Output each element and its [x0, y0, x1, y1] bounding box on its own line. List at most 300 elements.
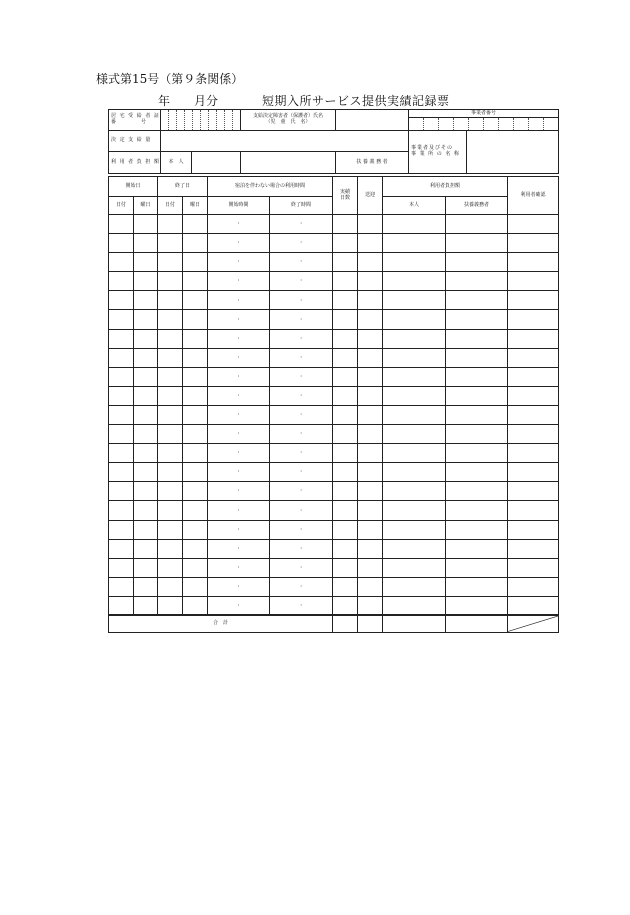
start-weekday-cell[interactable]	[134, 539, 158, 558]
end-weekday-cell[interactable]	[183, 310, 208, 329]
end-date-cell[interactable]	[158, 215, 183, 234]
end-day-header: 終了日	[158, 177, 208, 197]
end-weekday-cell[interactable]	[183, 215, 208, 234]
copay-self-cell[interactable]	[383, 348, 446, 367]
copay-dependent-cell[interactable]	[446, 386, 508, 405]
start-weekday-cell[interactable]	[134, 367, 158, 386]
time-separator: :	[300, 258, 302, 265]
table-row	[109, 234, 559, 253]
copay-dependent-cell[interactable]	[446, 310, 508, 329]
user-confirm-cell[interactable]	[508, 558, 559, 577]
start-time-cell[interactable]	[208, 329, 270, 348]
copay-self-cell[interactable]	[383, 539, 446, 558]
end-weekday-cell[interactable]	[183, 558, 208, 577]
copay-dependent-cell[interactable]	[446, 291, 508, 310]
recipient-cert-label: 居 宅 受 給 者 証 番 号	[109, 110, 161, 131]
start-weekday-cell[interactable]	[134, 234, 158, 253]
end-date-cell[interactable]	[158, 253, 183, 272]
actual-days-cell[interactable]	[333, 463, 358, 482]
table-row	[109, 367, 559, 386]
copay-self-cell[interactable]	[383, 386, 446, 405]
start-weekday-cell[interactable]	[134, 329, 158, 348]
end-time-cell[interactable]	[270, 367, 333, 386]
start-weekday-cell[interactable]	[134, 463, 158, 482]
start-date-cell[interactable]	[109, 596, 134, 615]
total-user-confirm-diagonal	[508, 615, 559, 632]
actual-days-cell[interactable]	[333, 215, 358, 234]
end-date-cell[interactable]	[158, 520, 183, 539]
start-weekday-cell[interactable]	[134, 348, 158, 367]
copay-dependent-cell[interactable]	[446, 329, 508, 348]
start-time-cell[interactable]	[208, 405, 270, 424]
user-confirm-cell[interactable]	[508, 329, 559, 348]
actual-days-cell[interactable]	[333, 539, 358, 558]
end-weekday-cell[interactable]	[183, 444, 208, 463]
end-date-cell[interactable]	[158, 425, 183, 444]
table-row	[109, 405, 559, 424]
end-date-cell[interactable]	[158, 501, 183, 520]
start-weekday-cell[interactable]	[134, 291, 158, 310]
copay-self-cell[interactable]	[383, 577, 446, 596]
actual-days-cell[interactable]	[333, 482, 358, 501]
user-confirm-cell[interactable]	[508, 291, 559, 310]
start-time-cell[interactable]	[208, 291, 270, 310]
time-separator: :	[237, 525, 240, 532]
end-date-cell[interactable]	[158, 596, 183, 615]
user-confirm-cell[interactable]	[508, 596, 559, 615]
table-row	[109, 425, 559, 444]
transport-cell[interactable]	[358, 596, 383, 615]
end-date-cell[interactable]	[158, 444, 183, 463]
copay-self-cell[interactable]	[383, 501, 446, 520]
copay-self-header: 本人	[383, 197, 446, 215]
copay-dependent-cell[interactable]	[446, 482, 508, 501]
start-weekday-cell[interactable]	[134, 444, 158, 463]
time-separator: :	[237, 601, 240, 608]
total-transport[interactable]	[358, 615, 383, 632]
start-date-cell[interactable]	[109, 253, 134, 272]
user-confirm-cell[interactable]	[508, 386, 559, 405]
table-row	[109, 501, 559, 520]
time-separator: :	[300, 430, 302, 437]
actual-days-cell[interactable]	[333, 425, 358, 444]
time-separator: :	[300, 563, 302, 570]
start-time-cell[interactable]	[208, 310, 270, 329]
copay-self-label: 本 人	[161, 152, 192, 173]
end-weekday-cell[interactable]	[183, 291, 208, 310]
time-separator: :	[300, 392, 302, 399]
user-confirm-cell[interactable]	[508, 444, 559, 463]
end-weekday-cell[interactable]	[183, 425, 208, 444]
start-time-cell[interactable]	[208, 348, 270, 367]
month-label: 月分	[194, 94, 219, 108]
start-weekday-cell[interactable]	[134, 253, 158, 272]
end-date-cell[interactable]	[158, 539, 183, 558]
start-weekday-cell[interactable]	[134, 596, 158, 615]
copay-self-cell	[161, 152, 241, 174]
user-confirm-cell[interactable]	[508, 577, 559, 596]
copay-self-cell[interactable]	[383, 482, 446, 501]
start-weekday-cell[interactable]	[134, 501, 158, 520]
end-date-cell[interactable]	[158, 348, 183, 367]
end-weekday-cell[interactable]	[183, 234, 208, 253]
start-time-cell[interactable]	[208, 367, 270, 386]
copay-dependent-cell[interactable]	[446, 272, 508, 291]
copay-self-cell[interactable]	[383, 291, 446, 310]
year-label: 年	[158, 94, 171, 108]
start-weekday-cell[interactable]	[134, 520, 158, 539]
end-time-cell[interactable]	[270, 348, 333, 367]
time-separator: :	[237, 296, 240, 303]
copay-self-cell[interactable]	[383, 272, 446, 291]
end-date-cell[interactable]	[158, 310, 183, 329]
provider-number-label: 事業者番号	[409, 110, 558, 118]
end-date-cell[interactable]	[158, 577, 183, 596]
time-separator: :	[237, 353, 240, 360]
end-time-cell[interactable]	[270, 425, 333, 444]
time-separator: :	[237, 372, 240, 379]
time-separator: :	[237, 392, 240, 399]
copay-self-cell[interactable]	[383, 463, 446, 482]
end-weekday-cell[interactable]	[183, 253, 208, 272]
time-separator: :	[237, 468, 240, 475]
user-confirm-cell[interactable]	[508, 215, 559, 234]
time-separator: :	[237, 582, 240, 589]
start-time-cell[interactable]	[208, 577, 270, 596]
copay-dependent-cell[interactable]	[446, 367, 508, 386]
start-time-cell[interactable]	[208, 482, 270, 501]
start-weekday-cell[interactable]	[134, 310, 158, 329]
actual-days-cell[interactable]	[333, 253, 358, 272]
user-confirm-cell[interactable]	[508, 539, 559, 558]
start-time-cell[interactable]	[208, 215, 270, 234]
end-time-cell[interactable]	[270, 291, 333, 310]
time-separator: :	[300, 334, 302, 341]
recipient-info-table	[108, 109, 559, 174]
start-date-cell[interactable]	[109, 405, 134, 424]
transport-cell[interactable]	[358, 386, 383, 405]
start-weekday-header: 曜日	[134, 197, 158, 215]
end-time-cell[interactable]	[270, 596, 333, 615]
copay-self-cell[interactable]	[383, 520, 446, 539]
end-time-cell[interactable]	[270, 253, 333, 272]
transport-cell[interactable]	[358, 348, 383, 367]
start-date-cell[interactable]	[109, 215, 134, 234]
transport-cell[interactable]	[358, 367, 383, 386]
start-date-cell[interactable]	[109, 367, 134, 386]
start-weekday-cell[interactable]	[134, 482, 158, 501]
start-date-cell[interactable]	[109, 539, 134, 558]
user-confirm-cell[interactable]	[508, 520, 559, 539]
time-separator: :	[300, 468, 302, 475]
end-time-cell[interactable]	[270, 558, 333, 577]
copay-dependent-cell[interactable]	[446, 558, 508, 577]
end-weekday-cell[interactable]	[183, 520, 208, 539]
start-time-cell[interactable]	[208, 234, 270, 253]
end-weekday-cell[interactable]	[183, 272, 208, 291]
actual-days-cell[interactable]	[333, 367, 358, 386]
end-date-cell[interactable]	[158, 291, 183, 310]
end-weekday-cell[interactable]	[183, 386, 208, 405]
user-confirm-cell[interactable]	[508, 234, 559, 253]
user-confirm-cell[interactable]	[508, 348, 559, 367]
transport-cell[interactable]	[358, 463, 383, 482]
time-separator: :	[300, 353, 302, 360]
actual-days-cell[interactable]	[333, 558, 358, 577]
start-time-cell[interactable]	[208, 425, 270, 444]
usage-time-header: 宿泊を伴わない場合の利用時間	[208, 177, 333, 197]
start-date-cell[interactable]	[109, 272, 134, 291]
provider-name-label: 事業者及びその 事 業 所 の 名 称	[409, 131, 467, 174]
decided-amount-label: 決 定 支 給 量	[109, 131, 161, 152]
end-date-cell[interactable]	[158, 329, 183, 348]
time-separator: :	[300, 582, 302, 589]
start-time-header: 開始時間	[208, 197, 270, 215]
actual-days-cell[interactable]	[333, 310, 358, 329]
end-time-cell[interactable]	[270, 577, 333, 596]
time-separator: :	[237, 334, 240, 341]
copay-dependent-cell[interactable]	[446, 234, 508, 253]
actual-days-cell[interactable]	[333, 291, 358, 310]
user-confirm-header: 利用者確認	[508, 177, 559, 215]
actual-days-cell[interactable]	[333, 577, 358, 596]
end-date-cell[interactable]	[158, 386, 183, 405]
start-date-cell[interactable]	[109, 577, 134, 596]
start-time-cell[interactable]	[208, 520, 270, 539]
start-date-cell[interactable]	[109, 234, 134, 253]
time-separator: :	[300, 506, 302, 513]
total-copay-dependent[interactable]	[446, 615, 508, 632]
end-time-cell[interactable]	[270, 463, 333, 482]
transport-cell[interactable]	[358, 501, 383, 520]
user-confirm-cell[interactable]	[508, 405, 559, 424]
copay-self-cell[interactable]	[383, 444, 446, 463]
copay-self-cell[interactable]	[383, 405, 446, 424]
start-date-cell[interactable]	[109, 386, 134, 405]
end-time-cell[interactable]	[270, 482, 333, 501]
end-date-cell[interactable]	[158, 482, 183, 501]
user-confirm-cell[interactable]	[508, 425, 559, 444]
end-time-cell[interactable]	[270, 234, 333, 253]
transport-cell[interactable]	[358, 215, 383, 234]
end-date-cell[interactable]	[158, 234, 183, 253]
transport-cell[interactable]	[358, 425, 383, 444]
time-separator: :	[300, 372, 302, 379]
actual-days-cell[interactable]	[333, 405, 358, 424]
copay-self-cell[interactable]	[383, 425, 446, 444]
start-weekday-cell[interactable]	[134, 577, 158, 596]
end-weekday-cell[interactable]	[183, 577, 208, 596]
time-separator: :	[237, 487, 240, 494]
copay-self-field[interactable]	[241, 152, 336, 174]
user-confirm-cell[interactable]	[508, 501, 559, 520]
time-separator: :	[300, 525, 302, 532]
start-time-cell[interactable]	[208, 463, 270, 482]
copay-self-cell[interactable]	[383, 310, 446, 329]
time-separator: :	[237, 277, 240, 284]
transport-cell[interactable]	[358, 272, 383, 291]
end-time-cell[interactable]	[270, 405, 333, 424]
start-time-cell[interactable]	[208, 539, 270, 558]
time-separator: :	[300, 296, 302, 303]
actual-days-cell[interactable]	[333, 520, 358, 539]
copay-dependent-cell[interactable]	[446, 539, 508, 558]
end-time-cell[interactable]	[270, 310, 333, 329]
transport-cell[interactable]	[358, 310, 383, 329]
actual-days-cell[interactable]	[333, 348, 358, 367]
time-separator: :	[300, 220, 302, 227]
user-confirm-cell[interactable]	[508, 310, 559, 329]
transport-cell[interactable]	[358, 329, 383, 348]
start-time-cell[interactable]	[208, 558, 270, 577]
start-time-cell[interactable]	[208, 272, 270, 291]
copay-self-cell[interactable]	[383, 558, 446, 577]
copay-dependent-cell[interactable]	[446, 405, 508, 424]
copay-self-cell[interactable]	[383, 596, 446, 615]
transport-cell[interactable]	[358, 444, 383, 463]
actual-days-cell[interactable]	[333, 444, 358, 463]
start-date-cell[interactable]	[109, 425, 134, 444]
copay-dependent-cell[interactable]	[446, 596, 508, 615]
table-row	[109, 253, 559, 272]
transport-cell[interactable]	[358, 291, 383, 310]
actual-days-cell[interactable]	[333, 596, 358, 615]
table-row	[109, 386, 559, 405]
actual-days-cell[interactable]	[333, 329, 358, 348]
end-time-cell[interactable]	[270, 215, 333, 234]
provider-name-field[interactable]	[467, 131, 559, 174]
start-weekday-cell[interactable]	[134, 558, 158, 577]
copay-self-cell[interactable]	[383, 329, 446, 348]
start-date-cell[interactable]	[109, 482, 134, 501]
provider-number-block[interactable]	[409, 110, 559, 131]
end-time-cell[interactable]	[270, 386, 333, 405]
copay-self-cell[interactable]	[383, 215, 446, 234]
end-time-cell[interactable]	[270, 501, 333, 520]
actual-days-cell[interactable]	[333, 234, 358, 253]
start-time-cell[interactable]	[208, 444, 270, 463]
guardian-name-field[interactable]	[336, 110, 409, 131]
end-weekday-cell[interactable]	[183, 482, 208, 501]
end-weekday-cell[interactable]	[183, 329, 208, 348]
guardian-name-label: 支給決定障害者（保護者）氏名 （児 童 氏 名）	[241, 110, 336, 131]
user-confirm-cell[interactable]	[508, 482, 559, 501]
end-weekday-cell[interactable]	[183, 405, 208, 424]
form-number: 様式第15号（第９条関係）	[96, 72, 244, 86]
start-weekday-cell[interactable]	[134, 425, 158, 444]
copay-dependent-cell[interactable]	[446, 463, 508, 482]
copay-dependent-cell[interactable]	[446, 215, 508, 234]
transport-cell[interactable]	[358, 577, 383, 596]
start-date-cell[interactable]	[109, 310, 134, 329]
copay-self-cell[interactable]	[383, 367, 446, 386]
end-date-cell[interactable]	[158, 272, 183, 291]
copay-dependent-cell[interactable]	[446, 520, 508, 539]
transport-cell[interactable]	[358, 482, 383, 501]
start-time-cell[interactable]	[208, 596, 270, 615]
transport-cell[interactable]	[358, 405, 383, 424]
copay-dependent-cell[interactable]	[446, 425, 508, 444]
start-date-cell[interactable]	[109, 329, 134, 348]
copay-dependent-cell[interactable]	[446, 253, 508, 272]
end-weekday-cell[interactable]	[183, 348, 208, 367]
end-time-cell[interactable]	[270, 444, 333, 463]
time-separator: :	[300, 239, 302, 246]
copay-dependent-cell[interactable]	[446, 348, 508, 367]
end-date-cell[interactable]	[158, 558, 183, 577]
actual-days-cell[interactable]	[333, 272, 358, 291]
end-weekday-cell[interactable]	[183, 596, 208, 615]
start-time-cell[interactable]	[208, 253, 270, 272]
start-date-cell[interactable]	[109, 444, 134, 463]
recipient-cert-number-field[interactable]	[161, 110, 241, 131]
start-weekday-cell[interactable]	[134, 386, 158, 405]
transport-cell[interactable]	[358, 520, 383, 539]
end-date-cell[interactable]	[158, 463, 183, 482]
end-weekday-cell[interactable]	[183, 367, 208, 386]
transport-cell[interactable]	[358, 253, 383, 272]
actual-days-cell[interactable]	[333, 501, 358, 520]
user-confirm-cell[interactable]	[508, 272, 559, 291]
transport-cell[interactable]	[358, 558, 383, 577]
total-row	[109, 615, 559, 632]
end-date-cell[interactable]	[158, 367, 183, 386]
user-confirm-cell[interactable]	[508, 367, 559, 386]
start-date-cell[interactable]	[109, 558, 134, 577]
end-date-cell[interactable]	[158, 405, 183, 424]
start-date-cell[interactable]	[109, 291, 134, 310]
decided-amount-field[interactable]	[161, 131, 409, 152]
time-separator: :	[300, 544, 302, 551]
copay-dependent-cell[interactable]	[446, 501, 508, 520]
end-weekday-cell[interactable]	[183, 463, 208, 482]
transport-cell[interactable]	[358, 539, 383, 558]
total-copay-self[interactable]	[383, 615, 446, 632]
user-confirm-cell[interactable]	[508, 463, 559, 482]
copay-dependent-cell[interactable]	[446, 444, 508, 463]
end-time-cell[interactable]	[270, 272, 333, 291]
end-date-header: 日付	[158, 197, 183, 215]
total-actual-days[interactable]	[333, 615, 358, 632]
user-confirm-cell[interactable]	[508, 253, 559, 272]
start-weekday-cell[interactable]	[134, 272, 158, 291]
time-separator: :	[237, 430, 240, 437]
time-separator: :	[300, 315, 302, 322]
start-time-cell[interactable]	[208, 501, 270, 520]
table-row	[109, 310, 559, 329]
copay-self-cell[interactable]	[383, 253, 446, 272]
start-weekday-cell[interactable]	[134, 405, 158, 424]
table-row	[109, 272, 559, 291]
table-row	[109, 577, 559, 596]
transport-cell[interactable]	[358, 234, 383, 253]
start-weekday-cell[interactable]	[134, 215, 158, 234]
start-date-cell[interactable]	[109, 348, 134, 367]
end-time-cell[interactable]	[270, 539, 333, 558]
end-time-cell[interactable]	[270, 329, 333, 348]
start-time-cell[interactable]	[208, 386, 270, 405]
table-row	[109, 558, 559, 577]
end-time-cell[interactable]	[270, 520, 333, 539]
start-date-cell[interactable]	[109, 520, 134, 539]
end-weekday-cell[interactable]	[183, 501, 208, 520]
copay-self-cell[interactable]	[383, 234, 446, 253]
actual-days-cell[interactable]	[333, 386, 358, 405]
start-date-cell[interactable]	[109, 501, 134, 520]
end-weekday-cell[interactable]	[183, 539, 208, 558]
start-date-cell[interactable]	[109, 463, 134, 482]
copay-dependent-cell[interactable]	[446, 577, 508, 596]
